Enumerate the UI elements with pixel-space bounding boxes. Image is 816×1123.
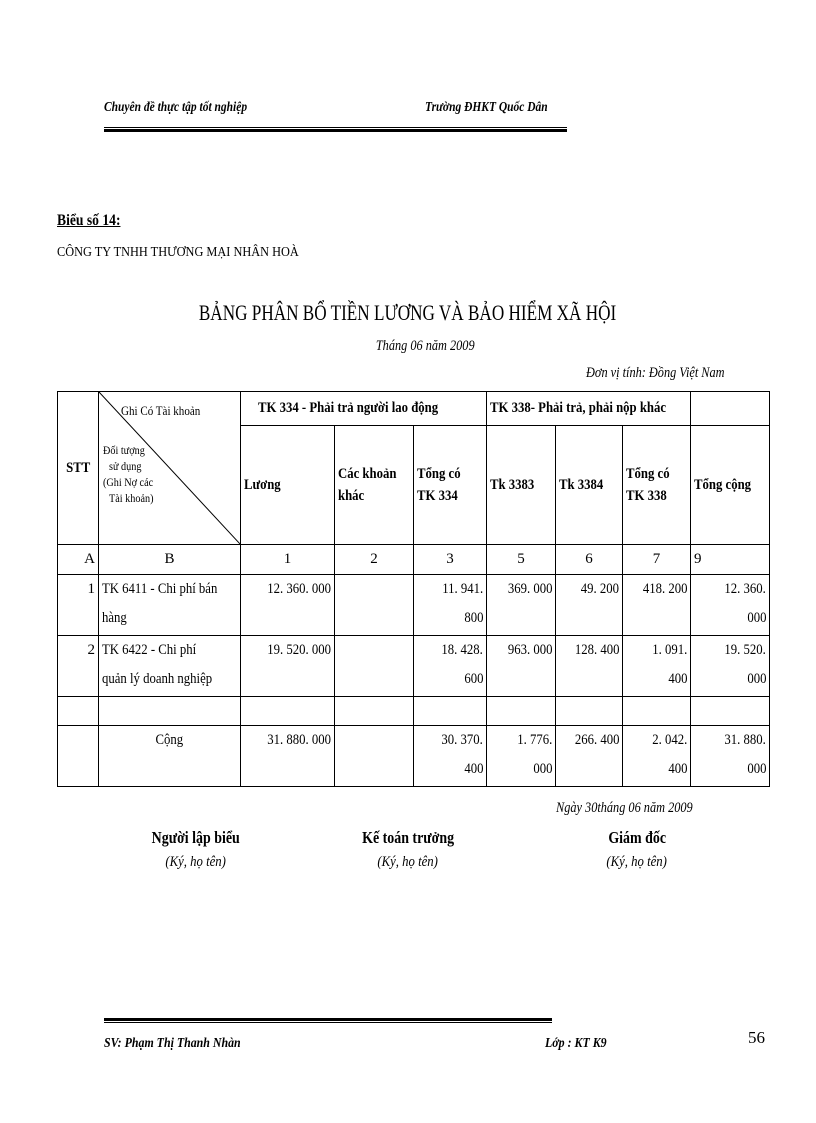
signature-title: Kế toán trưởng: [362, 828, 454, 847]
diagonal-header: [99, 392, 241, 545]
header-right: Trường ĐHKT Quốc Dân: [425, 100, 548, 115]
row-tong-co-338: 1. 091. 400: [623, 636, 691, 697]
document-title: BẢNG PHÂN BỔ TIỀN LƯƠNG VÀ BẢO HIỂM XÃ HỘI: [199, 300, 617, 325]
row-luong: 12. 360. 000: [241, 575, 335, 636]
footer-class: Lớp : KT K9: [545, 1036, 607, 1051]
row-stt: 2: [58, 636, 99, 697]
total-tong-co-338: 2. 042. 400: [623, 726, 691, 787]
footer-rule: [104, 1018, 552, 1023]
row-tong-co-338: 418. 200: [623, 575, 691, 636]
row-tong-co-334: 18. 428. 600: [414, 636, 487, 697]
row-luong: 19. 520. 000: [241, 636, 335, 697]
row-tk3383: 369. 000: [487, 575, 556, 636]
index-cell: B: [99, 545, 241, 575]
signature-director: [562, 828, 712, 871]
col-tong-co-338: Tổng có TK 338: [623, 426, 691, 545]
index-cell: A: [58, 545, 99, 575]
col-tong-cong: Tổng cộng: [691, 426, 770, 545]
row-tk3384: 49. 200: [556, 575, 623, 636]
signature-title: Giám đốc: [608, 828, 666, 847]
index-cell: 9: [691, 545, 770, 575]
col-tk3384: Tk 3384: [556, 426, 623, 545]
group-tk338: TK 338- Phải trả, phải nộp khác: [487, 392, 691, 426]
index-cell: 6: [556, 545, 623, 575]
total-cac-khoan-khac: [335, 726, 414, 787]
row-tong-cong: 12. 360. 000: [691, 575, 770, 636]
appendix-label: Biểu số 14:: [57, 212, 121, 229]
col-stt: STT: [58, 392, 99, 545]
total-stt: [58, 726, 99, 787]
index-cell: 5: [487, 545, 556, 575]
diag-debit-label: Đối tượng sử dụng (Ghi Nợ các Tài khoản): [103, 443, 154, 505]
signature-title: Người lập biểu: [151, 828, 241, 847]
date-line: Ngày 30tháng 06 năm 2009: [556, 800, 693, 816]
index-cell: 7: [623, 545, 691, 575]
total-tk3384: 266. 400: [556, 726, 623, 787]
total-tong-cong: 31. 880. 000: [691, 726, 770, 787]
index-cell: 3: [414, 545, 487, 575]
company-name: CÔNG TY TNHH THƯƠNG MẠI NHÂN HOÀ: [57, 245, 299, 260]
row-cac-khoan-khac: [335, 575, 414, 636]
index-cell: 2: [335, 545, 414, 575]
index-cell: 1: [241, 545, 335, 575]
page-number: 56: [748, 1028, 765, 1047]
group-tk334: TK 334 - Phải trả người lao động: [241, 392, 487, 426]
col-tong-co-334: Tổng có TK 334: [414, 426, 487, 545]
signature-note: (Ký, họ tên): [165, 854, 227, 870]
total-label: Cộng: [99, 726, 241, 787]
table-row: [58, 636, 770, 697]
signature-note: (Ký, họ tên): [606, 854, 668, 870]
empty-row: [58, 697, 770, 726]
total-tong-co-334: 30. 370. 400: [414, 726, 487, 787]
document-subtitle: Tháng 06 năm 2009: [375, 338, 475, 354]
row-stt: 1: [58, 575, 99, 636]
diag-credit-label: Ghi Có Tài khoản: [121, 403, 201, 418]
currency-unit: Đơn vị tính: Đồng Việt Nam: [586, 365, 725, 381]
table-row: [58, 575, 770, 636]
footer-student: SV: Phạm Thị Thanh Nhàn: [104, 1036, 241, 1051]
row-tk3384: 128. 400: [556, 636, 623, 697]
col-cac-khoan-khac: Các khoản khác: [335, 426, 414, 545]
total-tk3383: 1. 776. 000: [487, 726, 556, 787]
signature-chief-accountant: [333, 828, 483, 871]
row-cac-khoan-khac: [335, 636, 414, 697]
row-tong-cong: 19. 520. 000: [691, 636, 770, 697]
row-tong-co-334: 11. 941. 800: [414, 575, 487, 636]
index-row: [58, 545, 770, 575]
payroll-allocation-table: [57, 391, 770, 787]
signature-note: (Ký, họ tên): [377, 854, 439, 870]
total-luong: 31. 880. 000: [241, 726, 335, 787]
row-tk3383: 963. 000: [487, 636, 556, 697]
header-left: Chuyên đề thực tập tốt nghiệp: [104, 100, 248, 115]
col-tk3383: Tk 3383: [487, 426, 556, 545]
col-luong: Lương: [241, 426, 335, 545]
header-rule: [104, 127, 567, 132]
row-description: TK 6411 - Chi phí bán hàng: [99, 575, 241, 636]
signature-preparer: [121, 828, 271, 871]
total-row: [58, 726, 770, 787]
row-description: TK 6422 - Chi phí quản lý doanh nghiệp: [99, 636, 241, 697]
group-empty-cell: [691, 392, 770, 426]
